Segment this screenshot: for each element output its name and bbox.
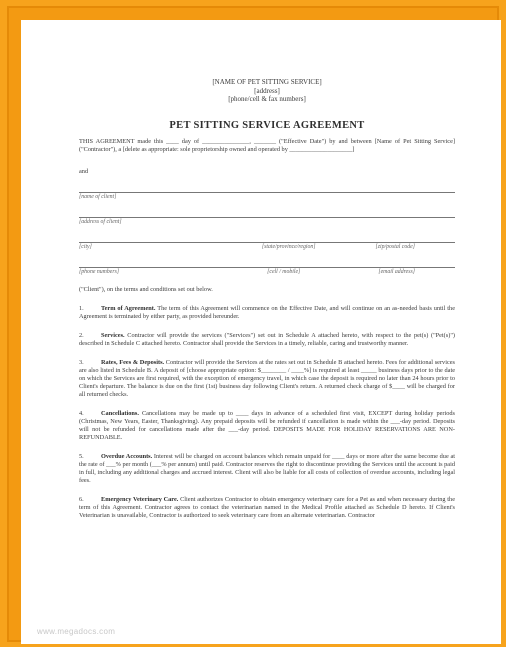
section-2: [79, 332, 455, 348]
client-address-line: [79, 207, 455, 218]
section-heading: Term of Agreement.: [101, 304, 156, 312]
phone-line: [79, 257, 455, 268]
document-title: PET SITTING SERVICE AGREEMENT: [169, 119, 365, 131]
cell-label: [cell / mobile]: [267, 268, 301, 275]
state-label: [state/province/region]: [261, 243, 316, 250]
client-name-line: [79, 182, 455, 193]
service-address: [address]: [254, 86, 280, 95]
city-label: [city]: [79, 243, 92, 250]
email-label: [email address]: [378, 268, 415, 275]
phone-label: [phone numbers]: [79, 268, 120, 275]
intro-paragraph: THIS AGREEMENT made this ____ day of _______________, _______ ("Effective Date") by and between [Name of Pet Sitting Service] ("Contractor"), a [delete as appropriate: sole proprietorship owned and operated by ____________________]: [79, 137, 455, 153]
section-number: 5.: [79, 452, 84, 460]
document-frame: [7, 6, 499, 642]
contact-row: [79, 268, 455, 276]
section-text: Contractor will provide the Services at the rates set out in Schedule B attached hereto. Fees for additional services are also listed in Schedule B. A deposit of [choose appropriate option: $________ / ____%] is required at least _____ business days prior to the date on which the Services are first required, with the exception of emergency travel, in which case the deposit is required no later than 24 hours prior to Client's departure. The balance is due on the first (1st) business day following Client's return. A returned check charge of $____ will be charged for all returned checks.: [79, 358, 455, 398]
section-heading: Services.: [101, 331, 125, 339]
client-address-label: [address of client]: [79, 218, 122, 225]
section-number: 6.: [79, 495, 84, 503]
section-heading: Overdue Accounts.: [101, 452, 153, 460]
section-number: 1.: [79, 304, 84, 312]
section-3: [79, 359, 455, 399]
service-phones: [phone/cell & fax numbers]: [228, 95, 306, 103]
section-5: [79, 453, 455, 485]
service-name: [NAME OF PET SITTING SERVICE]: [212, 78, 322, 86]
section-text: Cancellations may be made up to ____ days in advance of a scheduled first visit, EXCEPT during holiday periods (Christmas, New Years, Easter, Thanksgiving). Any prepaid deposits will be refunded if cancellation is made within the ___-day period. Deposits will not be refunded for cancellations made after the ___-day period. DEPOSITS MADE FOR HOLIDAY RESERVATIONS ARE NON-REFUNDABLE.: [79, 409, 455, 441]
section-4: [79, 410, 455, 442]
section-text: The term of this Agreement will commence on the Effective Date, and will continue on an as-needed basis until the Agreement is terminated by either party, as provided hereunder.: [79, 304, 456, 320]
document-content: [79, 78, 455, 520]
client-clause: ("Client"), on the terms and conditions set out below.: [79, 285, 213, 293]
section-text: Contractor will provide the services ("Services") set out in Schedule A attached hereto, with respect to the pet(s) ("Pet(s)") described in Schedule C attached hereto. Contractor shall provide the Services in a timely, reliable, caring and trustworthy manner.: [79, 331, 455, 347]
city-state-zip-row: [79, 243, 455, 251]
city-line: [79, 232, 455, 243]
zip-label: [zip/postal code]: [375, 243, 415, 250]
watermark: www.megadocs.com: [37, 627, 116, 636]
section-text: Client authorizes Contractor to obtain emergency veterinary care for a Pet as and when necessary during the term of this Agreement. Contractor agrees to contact the veterinarian named in the Medical Profile attached as Schedule D hereto. If Client's Veterinarian is unavailable, Contractor is authorized to seek veterinary care from an alternate veterinarian. Contractor: [79, 495, 455, 519]
section-text: Interest will be charged on account balances which remain unpaid for ____ days or more after the same become due at the rate of ___% per month (___% per annum) until paid. Contractor reserves the right to discontinue providing the Services until the account is paid in full, including any additional charges and accrued interest. Client will also be liable for all costs of collection of overdue accounts, including legal fees.: [79, 452, 455, 484]
document-page: [21, 20, 501, 644]
client-name-label: [name of client]: [79, 193, 117, 200]
section-number: 3.: [79, 358, 84, 366]
section-1: [79, 305, 455, 321]
section-heading: Emergency Veterinary Care.: [101, 495, 179, 503]
section-heading: Cancellations.: [101, 409, 139, 417]
section-6: [79, 496, 455, 520]
section-heading: Rates, Fees & Deposits.: [101, 358, 165, 366]
section-number: 2.: [79, 331, 84, 339]
section-number: 4.: [79, 409, 84, 417]
and-label: and: [79, 167, 89, 175]
